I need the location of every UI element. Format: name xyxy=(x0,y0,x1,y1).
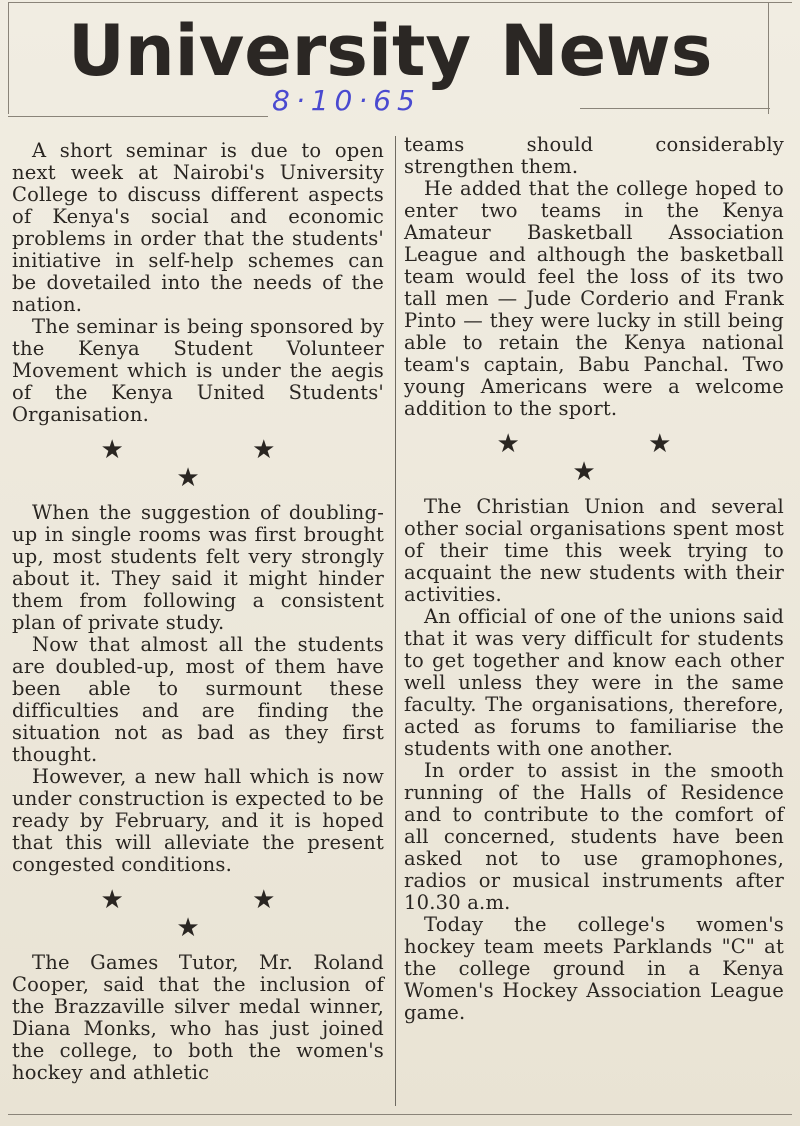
left-column xyxy=(12,140,384,1084)
handwritten-date: 8·10·65 xyxy=(272,84,421,117)
article-paragraph: Now that almost all the students are doubled-up, most of them have been able to surmount these difficulties and are finding the situation not as bad as they first thought. xyxy=(12,633,384,766)
right-column xyxy=(404,134,784,1024)
top-rule xyxy=(8,2,792,3)
article-paragraph: When the suggestion of doubling-up in single rooms was first brought up, most students felt very strongly about it. They said it might hinder them from following a consistent plan of private study. xyxy=(12,501,384,634)
bottom-rule xyxy=(8,1114,792,1115)
article-paragraph: Today the college's women's hockey team meets Parklands "C" at the college ground in a Kenya Women's Hockey Association League game. xyxy=(404,913,784,1024)
article-paragraph: However, a new hall which is now under construction is expected to be ready by February, and it is hoped that this will alleviate the present congested conditions. xyxy=(12,765,384,876)
right-rule xyxy=(768,2,769,114)
section-divider-stars: ★ ★ ★ xyxy=(100,435,336,493)
article-paragraph: A short seminar is due to open next week at Nairobi's University College to discuss different aspects of Kenya's social and economic problems in order that the students' initiative in self-help schemes can be dovetailed into the needs of the nation. xyxy=(12,139,384,316)
masthead-word-news: News xyxy=(500,10,713,92)
masthead-rule-left xyxy=(8,116,268,117)
column-divider xyxy=(395,136,396,1106)
article-paragraph-continued: teams should considerably strengthen them. xyxy=(404,133,784,178)
masthead-rule-right xyxy=(580,108,770,109)
article-paragraph: He added that the college hoped to enter two teams in the Kenya Amateur Basketball Association League and although the basketball team would feel the loss of its two tall men — Jude Corderio and Frank Pinto — they were lucky in still being able to retain the Kenya national team's captain, Babu Panchal. Two young Americans were a welcome addition to the sport. xyxy=(404,177,784,420)
section-divider-stars: ★ ★ ★ xyxy=(496,429,732,487)
article-paragraph: In order to assist in the smooth running of the Halls of Residence and to contribute to the comfort of all concerned, students have been asked not to use gramophones, radios or musical instruments after 10.30 a.m. xyxy=(404,759,784,914)
article-paragraph: The Games Tutor, Mr. Roland Cooper, said that the inclusion of the Brazzaville silver medal winner, Diana Monks, who has just joined the college, to both the women's hockey and athletic xyxy=(12,951,384,1084)
left-rule xyxy=(8,2,9,114)
masthead-word-university: University xyxy=(68,10,472,92)
article-paragraph: The seminar is being sponsored by the Kenya Student Volunteer Movement which is under the aegis of the Kenya United Students' Organisation. xyxy=(12,315,384,426)
article-paragraph: The Christian Union and several other social organisations spent most of their time this week trying to acquaint the new students with their activities. xyxy=(404,495,784,606)
section-divider-stars: ★ ★ ★ xyxy=(100,885,336,943)
masthead-title xyxy=(60,6,760,96)
article-paragraph: An official of one of the unions said that it was very difficult for students to get together and know each other well unless they were in the same faculty. The organisations, therefore, acted as forums to familiarise the students with one another. xyxy=(404,605,784,760)
